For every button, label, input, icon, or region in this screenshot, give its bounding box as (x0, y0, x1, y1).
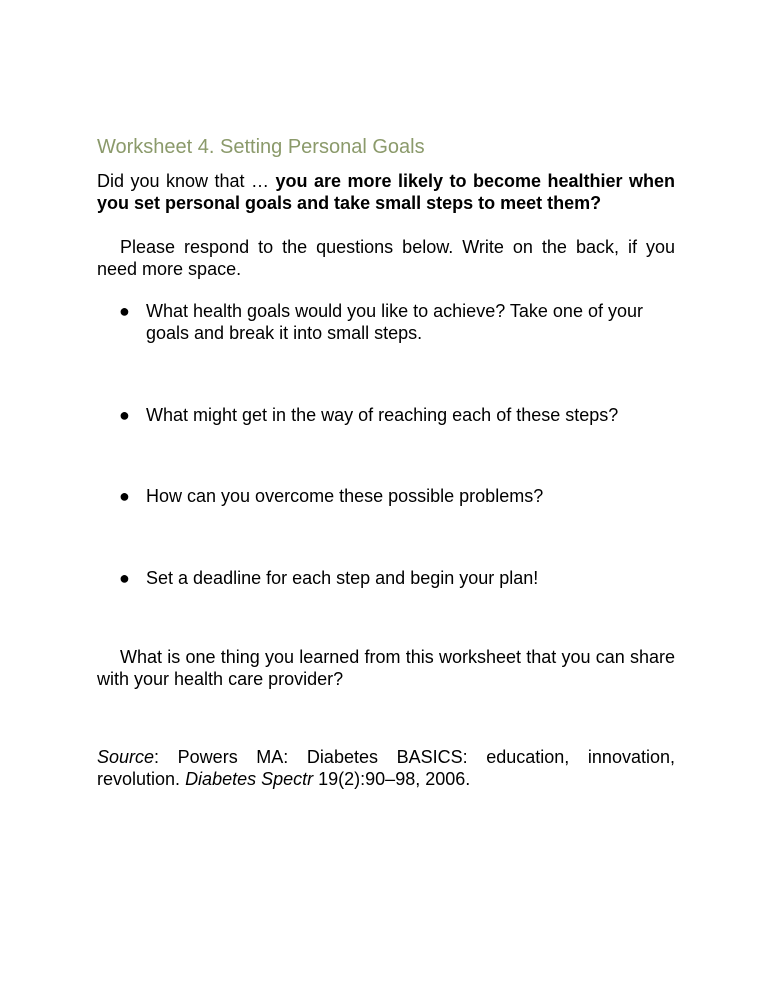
instructions-paragraph: Please respond to the questions below. Write on the back, if you need more space. (97, 237, 675, 279)
question-text: How can you overcome these possible problems? (146, 486, 544, 506)
bullet-icon: ● (119, 405, 130, 425)
bullet-icon: ● (119, 486, 130, 506)
source-text: : Powers MA: Diabetes BASICS: education, innovation, revolution. (97, 747, 675, 789)
source-volume: 19(2):90–98, 2006. (313, 769, 471, 789)
question-item (97, 485, 675, 507)
question-item (97, 404, 675, 426)
question-item (97, 300, 675, 344)
question-item (97, 567, 675, 589)
question-text: Set a deadline for each step and begin your plan! (146, 568, 539, 588)
bullet-icon: ● (119, 301, 130, 321)
intro-paragraph (97, 170, 675, 214)
worksheet-title: Worksheet 4. Setting Personal Goals (97, 136, 425, 158)
bullet-icon: ● (119, 568, 130, 588)
source-citation (97, 746, 675, 790)
question-text: What health goals would you like to achieve? Take one of your goals and break it into small steps. (146, 301, 643, 343)
intro-bold-statement: you are more likely to become healthier when you set personal goals and take small steps to meet them? (97, 171, 675, 213)
question-text: What might get in the way of reaching each of these steps? (146, 405, 619, 425)
intro-lead: Did you know that … (97, 171, 276, 191)
source-journal: Diabetes Spectr (185, 769, 314, 789)
closing-question: What is one thing you learned from this worksheet that you can share with your health care provider? (97, 647, 675, 689)
source-label: Source (97, 747, 155, 767)
